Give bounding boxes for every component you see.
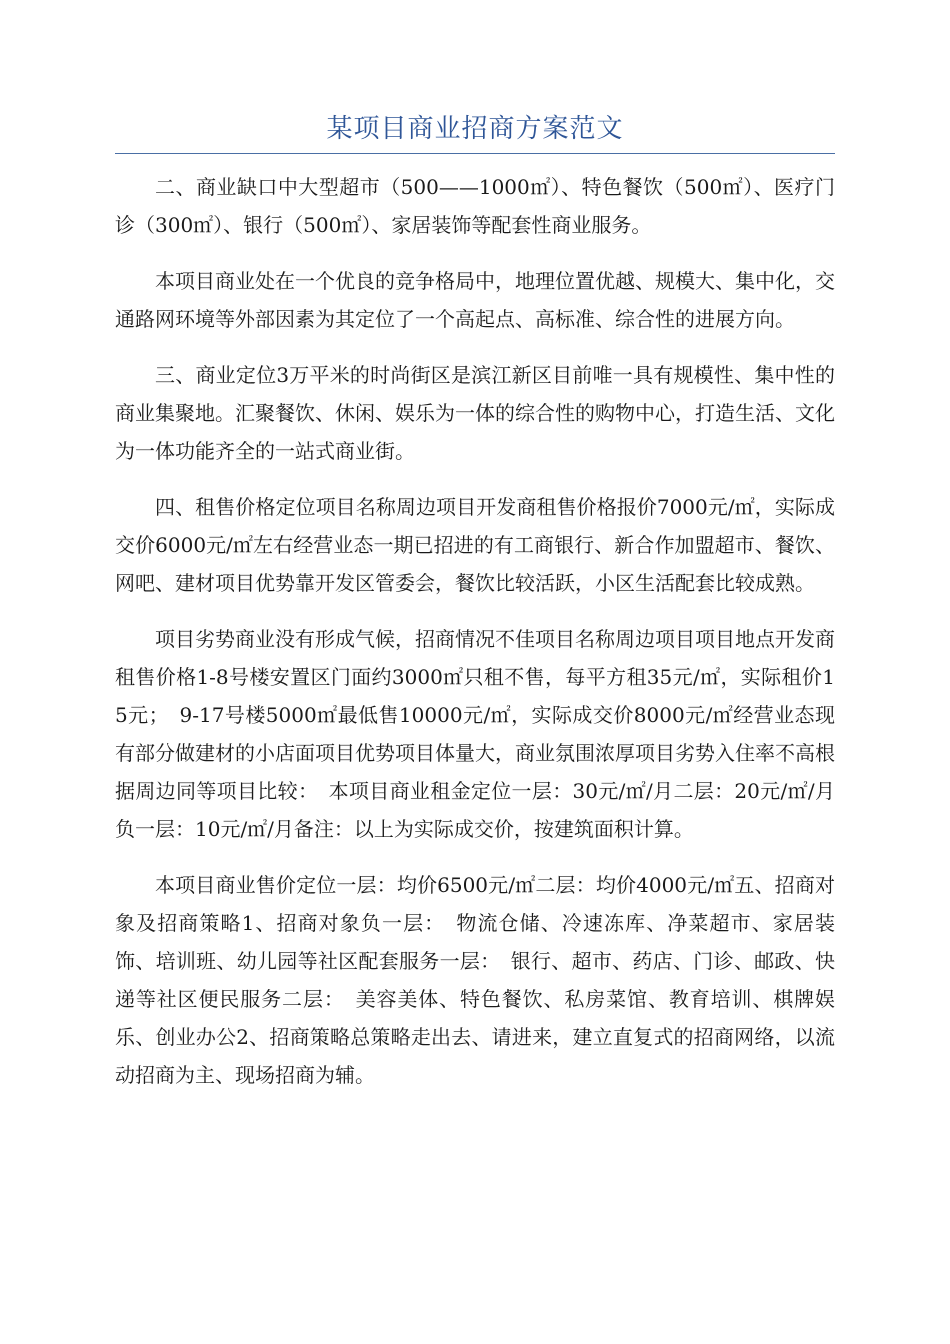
paragraph-competitive-landscape: 本项目商业处在一个优良的竞争格局中，地理位置优越、规模大、集中化，交通路网环境等外部因素为其定位了一个高起点、高标准、综合性的进展方向。: [115, 269, 835, 331]
paragraph-commercial-positioning: 三、商业定位3万平米的时尚街区是滨江新区目前唯一具有规模性、集中性的商业集聚地。汇聚餐饮、休闲、娱乐为一体的综合性的购物中心，打造生活、文化为一体功能齐全的一站式商业街。: [115, 363, 835, 463]
document-title: 某项目商业招商方案范文: [326, 114, 624, 144]
paragraph-project-disadvantages: 项目劣势商业没有形成气候，招商情况不佳项目名称周边项目项目地点开发商租售价格1-8号楼安置区门面约3000㎡只租不售，每平方租35元/㎡，实际租价15元； 9-17号楼5000㎡最低售10000元/㎡，实际成交价8000元/㎡经营业态现有部分做建材的小店面项目优势项目体量大，商业氛围浓厚项目劣势入住率不高根据周边同等项目比较： 本项目商业租金定位一层：30元/㎡/月二层：20元/㎡/月负一层：10元/㎡/月备注：以上为实际成交价，按建筑面积计算。: [115, 627, 835, 841]
document-page: [115, 108, 835, 1112]
title-underline: [115, 153, 835, 154]
paragraph-commercial-gap: 二、商业缺口中大型超市（500——1000㎡）、特色餐饮（500㎡）、医疗门诊（300㎡）、银行（500㎡）、家居装饰等配套性商业服务。: [115, 175, 835, 237]
paragraph-sales-price-and-strategy: 本项目商业售价定位一层：均价6500元/㎡二层：均价4000元/㎡五、招商对象及招商策略1、招商对象负一层： 物流仓储、冷速冻库、净菜超市、家居装饰、培训班、幼儿园等社区配套服务一层： 银行、超市、药店、门诊、邮政、快递等社区便民服务二层： 美容美体、特色餐饮、私房菜馆、教育培训、棋牌娱乐、创业办公2、招商策略总策略走出去、请进来，建立直复式的招商网络，以流动招商为主、现场招商为辅。: [115, 873, 835, 1087]
paragraph-rent-price-positioning: 四、租售价格定位项目名称周边项目开发商租售价格报价7000元/㎡，实际成交价6000元/㎡左右经营业态一期已招进的有工商银行、新合作加盟超市、餐饮、网吧、建材项目优势靠开发区管委会，餐饮比较活跃，小区生活配套比较成熟。: [115, 495, 835, 595]
